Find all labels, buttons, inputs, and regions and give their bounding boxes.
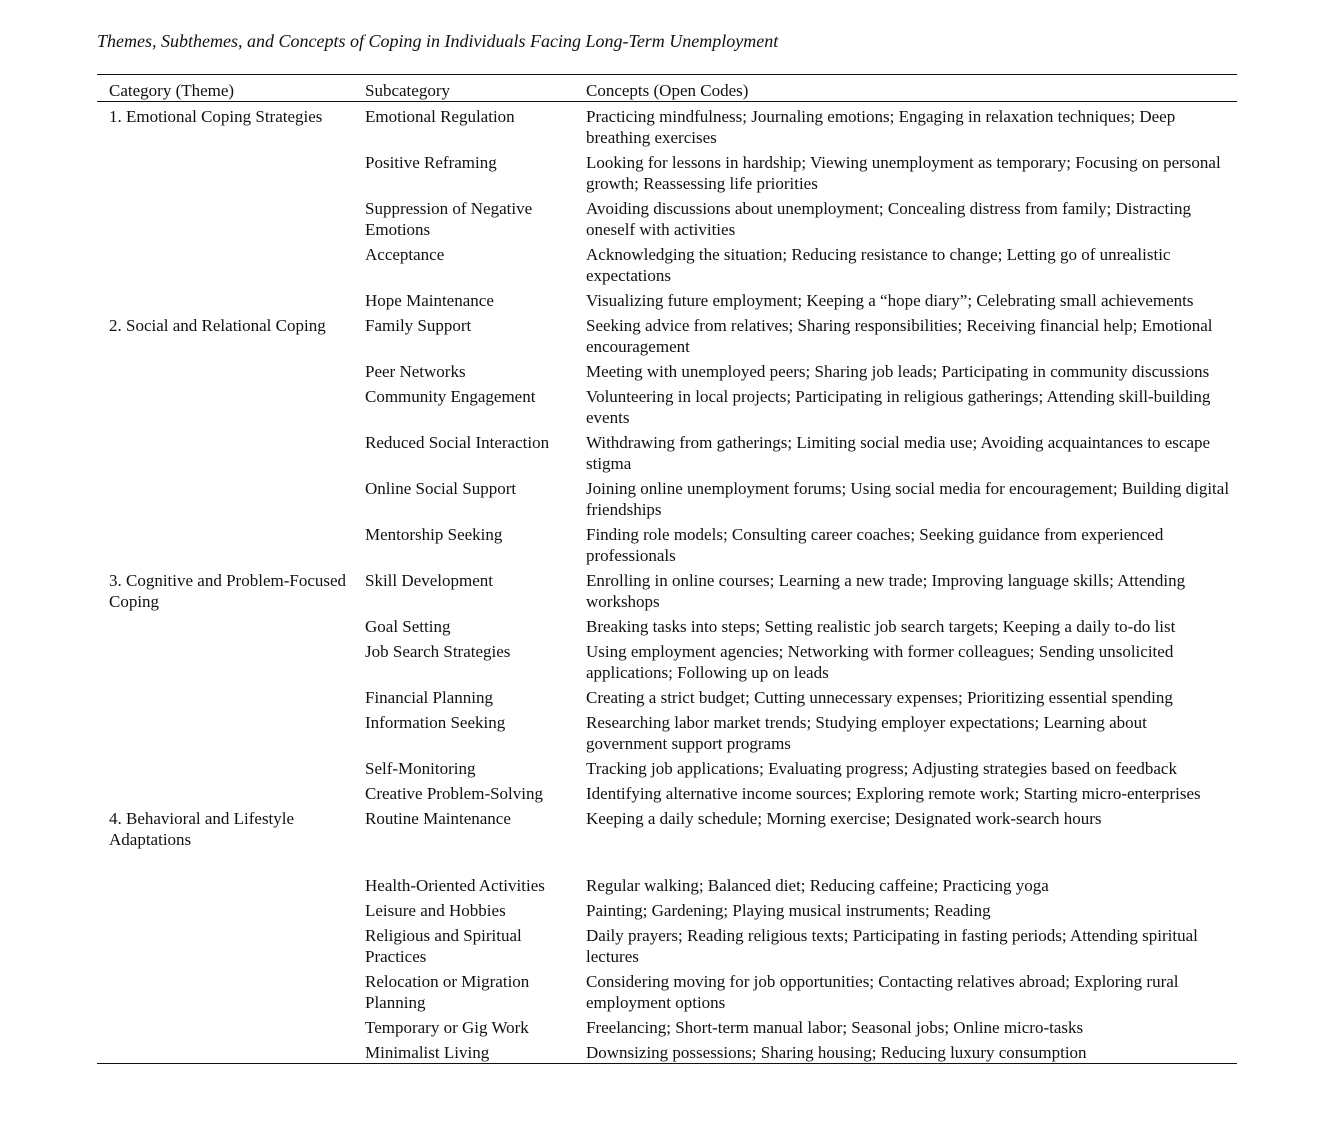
- header-subcategory: Subcategory: [365, 81, 450, 100]
- concepts-cell: Painting; Gardening; Playing musical instruments; Reading: [586, 901, 991, 920]
- subcategory-cell: Emotional Regulation: [365, 107, 515, 126]
- category-cell: [97, 708, 365, 754]
- concepts-cell: Freelancing; Short-term manual labor; Seasonal jobs; Online micro-tasks: [586, 1018, 1084, 1037]
- concepts-cell: Enrolling in online courses; Learning a new trade; Improving language skills; Attending workshops: [586, 571, 1186, 611]
- table-row: [97, 921, 1237, 967]
- table-row: [97, 1038, 1237, 1064]
- subcategory-cell: Positive Reframing: [365, 153, 497, 172]
- category-cell: [97, 637, 365, 683]
- category-cell: [97, 1038, 365, 1064]
- category-cell: 4. Behavioral and Lifestyle Adaptations: [109, 809, 295, 849]
- concepts-cell: Withdrawing from gatherings; Limiting social media use; Avoiding acquaintances to escape stigma: [586, 433, 1211, 473]
- table-row: [97, 148, 1237, 194]
- concepts-cell: Finding role models; Consulting career coaches; Seeking guidance from experienced professionals: [586, 525, 1164, 565]
- subcategory-cell: Relocation or Migration Planning: [365, 972, 530, 1012]
- category-cell: 3. Cognitive and Problem-Focused Coping: [109, 571, 347, 611]
- table-row: [97, 382, 1237, 428]
- concepts-cell: Visualizing future employment; Keeping a “hope diary”; Celebrating small achievements: [586, 291, 1194, 310]
- table-row: [97, 102, 1237, 149]
- concepts-cell: Using employment agencies; Networking with former colleagues; Sending unsolicited applications; Following up on leads: [586, 642, 1174, 682]
- subcategory-cell: Online Social Support: [365, 479, 517, 498]
- category-cell: [97, 1013, 365, 1038]
- concepts-cell: Identifying alternative income sources; Exploring remote work; Starting micro-enterprises: [586, 784, 1201, 803]
- subcategory-cell: Family Support: [365, 316, 472, 335]
- category-cell: [97, 194, 365, 240]
- subcategory-cell: Acceptance: [365, 245, 445, 264]
- subcategory-cell: Leisure and Hobbies: [365, 901, 506, 920]
- subcategory-cell: Community Engagement: [365, 387, 536, 406]
- category-cell: [97, 474, 365, 520]
- concepts-cell: Keeping a daily schedule; Morning exercise; Designated work-search hours: [586, 809, 1102, 828]
- concepts-cell: Tracking job applications; Evaluating progress; Adjusting strategies based on feedback: [586, 759, 1177, 778]
- concepts-cell: Creating a strict budget; Cutting unnecessary expenses; Prioritizing essential spending: [586, 688, 1173, 707]
- category-cell: [97, 683, 365, 708]
- category-cell: [97, 896, 365, 921]
- subcategory-cell: Reduced Social Interaction: [365, 433, 550, 452]
- subcategory-cell: Financial Planning: [365, 688, 493, 707]
- subcategory-cell: Job Search Strategies: [365, 642, 511, 661]
- concepts-cell: Seeking advice from relatives; Sharing responsibilities; Receiving financial help; Emotional encouragement: [586, 316, 1213, 356]
- category-cell: [97, 779, 365, 804]
- category-cell: [97, 240, 365, 286]
- subcategory-cell: Skill Development: [365, 571, 493, 590]
- subcategory-cell: Suppression of Negative Emotions: [365, 199, 533, 239]
- table-row: [97, 871, 1237, 896]
- subcategory-cell: Health-Oriented Activities: [365, 876, 545, 895]
- table-row: [97, 896, 1237, 921]
- table-row: [97, 286, 1237, 311]
- concepts-cell: Daily prayers; Reading religious texts; Participating in fasting periods; Attending spiritual lectures: [586, 926, 1198, 966]
- subcategory-cell: Religious and Spiritual Practices: [365, 926, 522, 966]
- concepts-cell: Regular walking; Balanced diet; Reducing caffeine; Practicing yoga: [586, 876, 1049, 895]
- category-cell: [97, 921, 365, 967]
- subcategory-cell: Routine Maintenance: [365, 809, 511, 828]
- table-row: [97, 474, 1237, 520]
- category-cell: [97, 428, 365, 474]
- category-cell: [97, 967, 365, 1013]
- category-cell: 2. Social and Relational Coping: [109, 316, 326, 335]
- subcategory-cell: Goal Setting: [365, 617, 451, 636]
- concepts-cell: Looking for lessons in hardship; Viewing unemployment as temporary; Focusing on personal growth; Reassessing life priorities: [586, 153, 1221, 193]
- concepts-cell: Avoiding discussions about unemployment; Concealing distress from family; Distracting oneself with activities: [586, 199, 1191, 239]
- table-row: [97, 637, 1237, 683]
- category-cell: 1. Emotional Coping Strategies: [109, 107, 323, 126]
- table-row: [97, 566, 1237, 612]
- subcategory-cell: Peer Networks: [365, 362, 466, 381]
- table-row: [97, 357, 1237, 382]
- concepts-cell: Researching labor market trends; Studying employer expectations; Learning about government support programs: [586, 713, 1147, 753]
- category-cell: [97, 357, 365, 382]
- category-cell: [97, 871, 365, 896]
- subcategory-cell: Mentorship Seeking: [365, 525, 503, 544]
- subcategory-cell: Hope Maintenance: [365, 291, 494, 310]
- concepts-cell: Acknowledging the situation; Reducing resistance to change; Letting go of unrealistic expectations: [586, 245, 1171, 285]
- table-row: [97, 1013, 1237, 1038]
- table-body: [97, 102, 1237, 1064]
- category-cell: [97, 612, 365, 637]
- concepts-cell: Practicing mindfulness; Journaling emotions; Engaging in relaxation techniques; Deep breathing exercises: [586, 107, 1176, 147]
- subcategory-cell: Creative Problem-Solving: [365, 784, 544, 803]
- concepts-cell: Breaking tasks into steps; Setting realistic job search targets; Keeping a daily to-do list: [586, 617, 1176, 636]
- concepts-cell: Considering moving for job opportunities; Contacting relatives abroad; Exploring rural employment options: [586, 972, 1179, 1012]
- category-cell: [97, 382, 365, 428]
- category-cell: [97, 148, 365, 194]
- table-row: [97, 804, 1237, 871]
- table-title: Themes, Subthemes, and Concepts of Coping in Individuals Facing Long-Term Unemployment: [97, 31, 779, 51]
- table-row: [97, 683, 1237, 708]
- subcategory-cell: Minimalist Living: [365, 1043, 490, 1062]
- table-row: [97, 520, 1237, 566]
- table-row: [97, 708, 1237, 754]
- concepts-cell: Volunteering in local projects; Participating in religious gatherings; Attending skill-building events: [586, 387, 1211, 427]
- table-row: [97, 967, 1237, 1013]
- concepts-cell: Joining online unemployment forums; Using social media for encouragement; Building digital friendships: [586, 479, 1230, 519]
- header-category: Category (Theme): [109, 81, 235, 100]
- subcategory-cell: Information Seeking: [365, 713, 506, 732]
- table-header-row: [97, 75, 1237, 102]
- table-row: [97, 428, 1237, 474]
- concepts-cell: Meeting with unemployed peers; Sharing job leads; Participating in community discussions: [586, 362, 1210, 381]
- category-cell: [97, 754, 365, 779]
- category-cell: [97, 520, 365, 566]
- header-concepts: Concepts (Open Codes): [586, 81, 749, 100]
- table-row: [97, 194, 1237, 240]
- table-row: [97, 779, 1237, 804]
- table-row: [97, 311, 1237, 357]
- concepts-cell: Downsizing possessions; Sharing housing; Reducing luxury consumption: [586, 1043, 1087, 1062]
- category-cell: [97, 286, 365, 311]
- table-row: [97, 240, 1237, 286]
- table-row: [97, 754, 1237, 779]
- coping-themes-table: [97, 74, 1237, 1064]
- subcategory-cell: Self-Monitoring: [365, 759, 476, 778]
- subcategory-cell: Temporary or Gig Work: [365, 1018, 529, 1037]
- table-row: [97, 612, 1237, 637]
